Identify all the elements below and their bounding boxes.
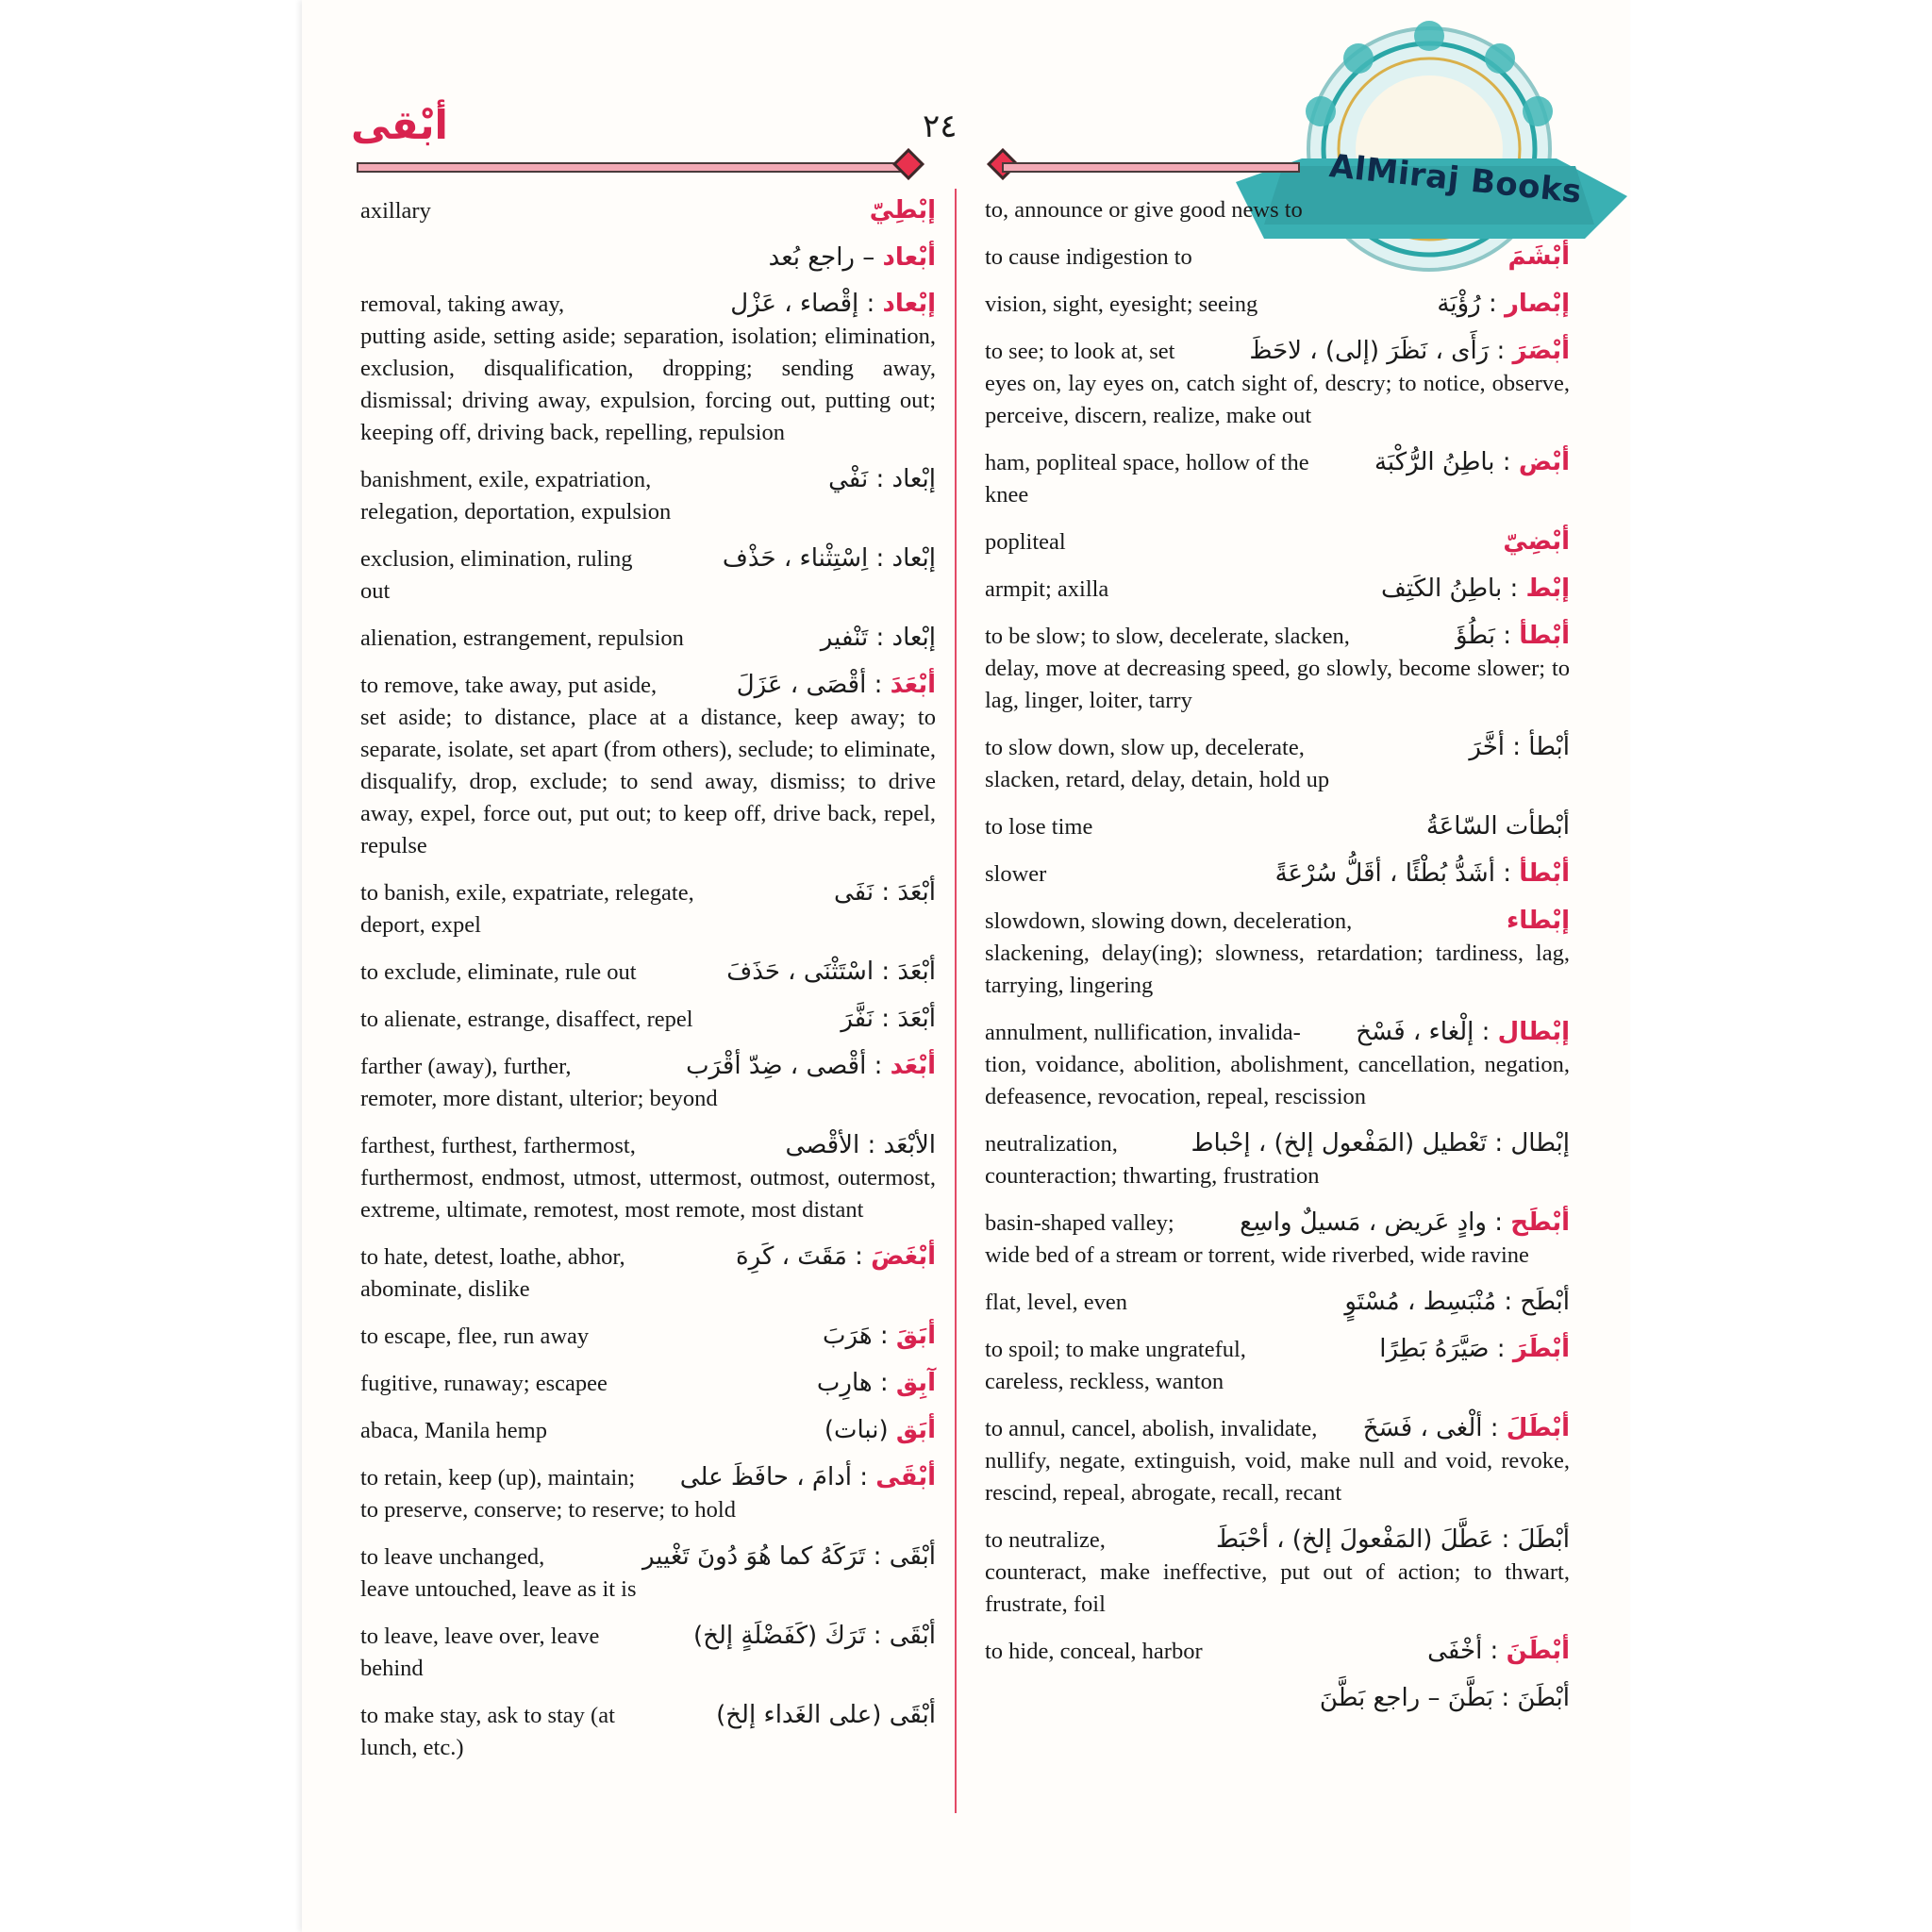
arabic-definition: : إلْغاء ، فَسْخ [1356, 1018, 1491, 1046]
arabic-term [1381, 573, 1570, 605]
arabic-definition: أبْعَدَ : نَفَى [834, 878, 936, 907]
arabic-definition: أبْطَلَ : عَطَّلَ (المَفْعولَ إلخ) ، أحْبَطَ [1216, 1525, 1570, 1554]
headword: إبْطال [1497, 1018, 1570, 1046]
english-gloss-continued: knee [985, 482, 1029, 508]
arabic-term [823, 1320, 936, 1352]
dictionary-entry [985, 1682, 1570, 1714]
dictionary-entry [985, 573, 1570, 606]
dictionary-entry [360, 1003, 936, 1036]
arabic-term [769, 242, 936, 274]
english-gloss-continued: leave untouched, leave as it is [360, 1576, 637, 1602]
english-gloss: to hate, detest, loathe, abhor, [360, 1244, 625, 1270]
arabic-definition: : إقْصاء ، عَزْل [730, 290, 875, 318]
english-gloss: ham, popliteal space, hollow of the [985, 450, 1309, 475]
english-gloss: banishment, exile, expatriation, [360, 467, 652, 492]
english-gloss: to see; to look at, set [985, 339, 1175, 364]
arabic-definition: : أشَدُّ بُطْئًا ، أقَلُّ سُرْعَةً [1274, 859, 1511, 888]
headword: أبْعَدَ [890, 671, 936, 699]
dictionary-entry [360, 1129, 936, 1226]
headword: أبْطَلَ [1506, 1414, 1570, 1442]
arabic-term [1507, 241, 1570, 273]
headword: أبْصَرَ [1512, 337, 1570, 365]
english-gloss-continued: eyes on, lay eyes on, catch sight of, descry; to notice, observe, perceive, discern, realize, make out [985, 371, 1570, 428]
english-gloss: to hide, conceal, harbor [985, 1639, 1203, 1664]
arabic-definition: : هَرَبَ [823, 1322, 889, 1350]
dictionary-entry [360, 1414, 936, 1447]
english-gloss-continued: slackening, delay(ing); slowness, retardation; tardiness, lag, tarrying, lingering [985, 941, 1570, 998]
page-number: ٢٤ [923, 108, 958, 145]
header-rule-right [1002, 162, 1300, 173]
english-gloss: to alienate, estrange, disaffect, repel [360, 1007, 693, 1032]
dictionary-entry [360, 288, 936, 449]
headword: إبْصار [1504, 290, 1570, 318]
headword: إبْط [1525, 575, 1570, 603]
english-gloss: annulment, nullification, invalida- [985, 1020, 1301, 1045]
arabic-term [737, 669, 936, 701]
arabic-term [821, 622, 936, 654]
english-gloss: abaca, Manila hemp [360, 1418, 547, 1443]
headword: آبِق [895, 1369, 936, 1397]
arabic-term [730, 288, 936, 320]
headword: أبْطَرَ [1512, 1335, 1570, 1363]
arabic-term [1507, 905, 1570, 937]
dictionary-entry [360, 1367, 936, 1400]
english-gloss: to banish, exile, expatriate, relegate, [360, 880, 694, 906]
watermark-label: AlMiraj Books [1327, 147, 1584, 211]
dictionary-entry [985, 1635, 1570, 1668]
arabic-definition: أبْقَى : تَرَكَهُ كما هُوَ دُونَ تَغْيير [641, 1542, 936, 1571]
dictionary-entry [360, 876, 936, 941]
arabic-term [1320, 1682, 1570, 1714]
dictionary-entry [360, 1461, 936, 1526]
arabic-term [693, 1620, 936, 1652]
headword: أبْضِيّ [1503, 527, 1570, 556]
dictionary-entry [360, 242, 936, 274]
english-gloss-continued: deport, expel [360, 912, 481, 938]
arabic-definition: : وادٍ عَريض ، مَسيلٌ واسِع [1240, 1208, 1503, 1237]
arabic-term [1437, 288, 1570, 320]
headword: أبَق [895, 1416, 936, 1444]
arabic-term [1427, 1635, 1570, 1667]
english-gloss: to annul, cancel, abolish, invalidate, [985, 1416, 1318, 1441]
dictionary-entry [985, 620, 1570, 717]
english-gloss: to make stay, ask to stay (at [360, 1703, 615, 1728]
arabic-definition: إبْعاد : اِسْتِثْناء ، حَذْف [722, 544, 936, 573]
dictionary-entry [985, 1016, 1570, 1113]
dictionary-entry [985, 858, 1570, 891]
right-column [985, 194, 1570, 1728]
dictionary-entry [985, 1286, 1570, 1319]
dictionary-entry [360, 542, 936, 608]
headword: أبْض [1518, 448, 1570, 476]
english-gloss: to remove, take away, put aside, [360, 673, 658, 698]
arabic-term [1469, 731, 1570, 763]
english-gloss: axillary [360, 198, 431, 224]
dictionary-entry [985, 525, 1570, 558]
dictionary-entry [360, 1699, 936, 1764]
dictionary-entry [360, 1541, 936, 1606]
arabic-term [786, 1129, 936, 1161]
running-head: أبْقى [351, 102, 448, 148]
arabic-term [1363, 1412, 1570, 1444]
english-gloss: to lose time [985, 814, 1093, 840]
dictionary-entry [360, 463, 936, 528]
english-gloss: to retain, keep (up), maintain; [360, 1465, 636, 1491]
arabic-definition: : باطِنُ الكَتِف [1381, 575, 1519, 603]
arabic-term [1374, 446, 1570, 478]
dictionary-entry [985, 810, 1570, 843]
column-divider [955, 189, 957, 1813]
english-gloss: to neutralize, [985, 1527, 1106, 1553]
arabic-definition: أبْقَى (على الغَداء إلخ) [716, 1701, 936, 1729]
dictionary-entry [360, 194, 936, 227]
headword: أبْغَضَ [871, 1242, 936, 1271]
headword: أبْقَى [875, 1463, 936, 1491]
headword: أبْشَمَ [1507, 242, 1570, 271]
english-gloss-continued: careless, reckless, wanton [985, 1369, 1224, 1394]
arabic-definition: إبْعاد : تَنْفير [820, 624, 936, 652]
arabic-term [736, 1241, 936, 1273]
arabic-definition: أبْطَح : مُنْبَسِط ، مُسْتَوٍ [1344, 1288, 1570, 1316]
arabic-definition: : مَقَتَ ، كَرِهَ [736, 1242, 863, 1271]
english-gloss: to exclude, eliminate, rule out [360, 959, 637, 985]
arabic-term [686, 1050, 936, 1082]
english-gloss: to be slow; to slow, decelerate, slacken, [985, 624, 1350, 649]
english-gloss: to spoil; to make ungrateful, [985, 1337, 1246, 1362]
arabic-term [716, 1699, 936, 1731]
arabic-definition: : صَيَّرَهُ بَطِرًا [1379, 1335, 1506, 1363]
dictionary-entry [360, 1320, 936, 1353]
english-gloss: to escape, flee, run away [360, 1324, 590, 1349]
headword: أبْطَح [1510, 1208, 1570, 1237]
arabic-term [680, 1461, 936, 1493]
arabic-definition: : هارِب [816, 1369, 889, 1397]
english-gloss: to, announce or give good news to [985, 197, 1303, 223]
english-gloss: to cause indigestion to [985, 244, 1192, 270]
arabic-term [817, 1367, 936, 1399]
dictionary-entry [985, 1524, 1570, 1621]
dictionary-entry [985, 1333, 1570, 1398]
english-gloss-continued: slacken, retard, delay, detain, hold up [985, 767, 1330, 792]
arabic-definition: (نبات) [824, 1416, 889, 1444]
dictionary-entry [985, 1207, 1570, 1272]
arabic-term [1249, 335, 1570, 367]
arabic-definition: : رَأَى ، نَظَرَ (إلى) ، لاحَظَ [1249, 337, 1506, 365]
english-gloss-continued: remoter, more distant, ulterior; beyond [360, 1086, 718, 1111]
english-gloss-continued: putting aside, setting aside; separation, isolation; elimination, exclusion, disqualification, dropping; sending away, dismissal; driving away, expulsion, forcing out, putting out; keeping off, driving back, repelling, repulsion [360, 324, 936, 445]
headword: أبْطَنَ [1506, 1637, 1570, 1665]
dictionary-entry [360, 1620, 936, 1685]
arabic-definition: : أقْصى ، ضِدّ أقْرَب [686, 1052, 883, 1080]
arabic-definition: : بَطُؤَ [1455, 622, 1511, 650]
arabic-term [870, 194, 936, 226]
dictionary-entry [985, 731, 1570, 796]
english-gloss: to slow down, slow up, decelerate, [985, 735, 1305, 760]
arabic-definition: أبْطأ : أخَّرَ [1469, 733, 1570, 761]
english-gloss: basin-shaped valley; [985, 1210, 1174, 1236]
arabic-term [1216, 1524, 1570, 1556]
english-gloss-continued: lunch, etc.) [360, 1735, 464, 1760]
dictionary-entry [360, 956, 936, 989]
dictionary-entry [360, 669, 936, 862]
arabic-term [824, 1414, 936, 1446]
arabic-term [1191, 1127, 1570, 1159]
english-gloss: to leave unchanged, [360, 1544, 545, 1570]
arabic-term [1426, 810, 1570, 842]
arabic-definition: أبْطَنَ : بَطَّنَ – راجع بَطَّنَ [1319, 1684, 1570, 1712]
english-gloss-continued: behind [360, 1656, 424, 1681]
arabic-term [1344, 1286, 1570, 1318]
english-gloss-continued: delay, move at decreasing speed, go slowly, become slower; to lag, linger, loiter, tarry [985, 656, 1570, 713]
dictionary-entry [985, 241, 1570, 274]
english-gloss-continued: relegation, deportation, expulsion [360, 499, 672, 525]
dictionary-entry [985, 335, 1570, 432]
dictionary-entry [985, 905, 1570, 1002]
arabic-term [1503, 525, 1570, 558]
english-gloss: farthest, furthest, farthermost, [360, 1133, 636, 1158]
english-gloss-continued: out [360, 578, 391, 604]
arabic-term [1275, 858, 1570, 890]
arabic-definition: : ألْغى ، فَسَخَ [1362, 1414, 1499, 1442]
english-gloss-continued: nullify, negate, extinguish, void, make null and void, revoke, rescind, repeal, abrogate, recall, recant [985, 1448, 1570, 1506]
dictionary-entry [360, 1241, 936, 1306]
english-gloss: alienation, estrangement, repulsion [360, 625, 684, 651]
dictionary-entry [360, 1050, 936, 1115]
headword: أبْعَد [890, 1052, 936, 1080]
arabic-definition: : أخْفَى [1427, 1637, 1499, 1665]
english-gloss-continued: set aside; to distance, place at a distance, keep away; to separate, isolate, set apart (from others), seclude; to eliminate, disqualify, drop, exclude; to send away, dismiss; to drive away, expel, force out, put out; to keep off, drive back, repel, repulse [360, 705, 936, 858]
arabic-definition: أبْقَى : تَرَكَ (كَفَضْلَةٍ إلخ) [693, 1622, 936, 1650]
english-gloss-continued: furthermost, endmost, utmost, uttermost, outmost, outermost, extreme, ultimate, remotest, most remote, most distant [360, 1165, 936, 1223]
english-gloss-continued: tion, voidance, abolition, abolishment, cancellation, negation, defeasence, revocation, repeal, rescission [985, 1052, 1570, 1109]
arabic-term [828, 463, 936, 495]
headword: أبْطأ [1519, 622, 1570, 650]
arabic-definition: – راجع بُعد [768, 243, 875, 272]
arabic-term [726, 956, 936, 988]
arabic-definition: أبْعَدَ : اسْتَثْنَى ، حَذَفَ [726, 958, 936, 986]
arabic-term [642, 1541, 936, 1573]
arabic-term [834, 876, 936, 908]
arabic-term [1240, 1207, 1570, 1239]
dictionary-entry [985, 1412, 1570, 1509]
english-gloss: neutralization, [985, 1131, 1118, 1157]
arabic-definition: أبْطأت السّاعَةُ [1425, 812, 1570, 841]
english-gloss-continued: counteract, make ineffective, put out of action; to thwart, frustrate, foil [985, 1559, 1570, 1617]
left-column [360, 194, 936, 1778]
english-gloss: exclusion, elimination, ruling [360, 546, 633, 572]
english-gloss: fugitive, runaway; escapee [360, 1371, 608, 1396]
english-gloss: flat, level, even [985, 1290, 1128, 1315]
english-gloss: vision, sight, eyesight; seeing [985, 291, 1258, 317]
arabic-definition: : أدامَ ، حافَظَ على [679, 1463, 869, 1491]
headword: أبْطأ [1519, 859, 1570, 888]
english-gloss: removal, taking away, [360, 291, 565, 317]
arabic-definition: : باطِنُ الرُّكْبَة [1374, 448, 1511, 476]
english-gloss-continued: abominate, dislike [360, 1276, 530, 1302]
arabic-term [1456, 620, 1570, 652]
headword: أبْعاد [882, 243, 936, 272]
dictionary-entry [360, 622, 936, 655]
dictionary-entry [985, 446, 1570, 511]
arabic-definition: : أقْصَى ، عَزَلَ [736, 671, 883, 699]
headword: إبْطِيّ [869, 196, 936, 225]
dictionary-entry [985, 1127, 1570, 1192]
headword: إبْطاء [1506, 907, 1570, 935]
english-gloss: slowdown, slowing down, deceleration, [985, 908, 1353, 934]
english-gloss: slower [985, 861, 1047, 887]
headword: إبْعاد [882, 290, 936, 318]
arabic-definition: إبْعاد : نَفْي [828, 465, 936, 493]
header-rule-left [357, 162, 906, 173]
dictionary-entry [985, 288, 1570, 321]
dictionary-entry [985, 194, 1570, 226]
english-gloss: armpit; axilla [985, 576, 1109, 602]
english-gloss-continued: to preserve, conserve; to reserve; to hold [360, 1497, 736, 1523]
arabic-term [723, 542, 936, 575]
english-gloss: farther (away), further, [360, 1054, 572, 1079]
arabic-term [1356, 1016, 1570, 1048]
arabic-definition: : رُؤْيَة [1437, 290, 1497, 318]
english-gloss: popliteal [985, 529, 1066, 555]
english-gloss-continued: wide bed of a stream or torrent, wide riverbed, wide ravine [985, 1242, 1529, 1268]
headword: أبَقَ [895, 1322, 936, 1350]
english-gloss-continued: counteraction; thwarting, frustration [985, 1163, 1320, 1189]
arabic-term [1379, 1333, 1570, 1365]
arabic-definition: إبْطال : تَعْطيل (المَفْعول إلخ) ، إحْباط [1191, 1129, 1570, 1158]
english-gloss: to leave, leave over, leave [360, 1624, 600, 1649]
arabic-term [841, 1003, 936, 1035]
arabic-definition: أبْعَدَ : نَفَّرَ [841, 1005, 936, 1033]
arabic-definition: الأبْعَد : الأقْصى [785, 1131, 936, 1159]
